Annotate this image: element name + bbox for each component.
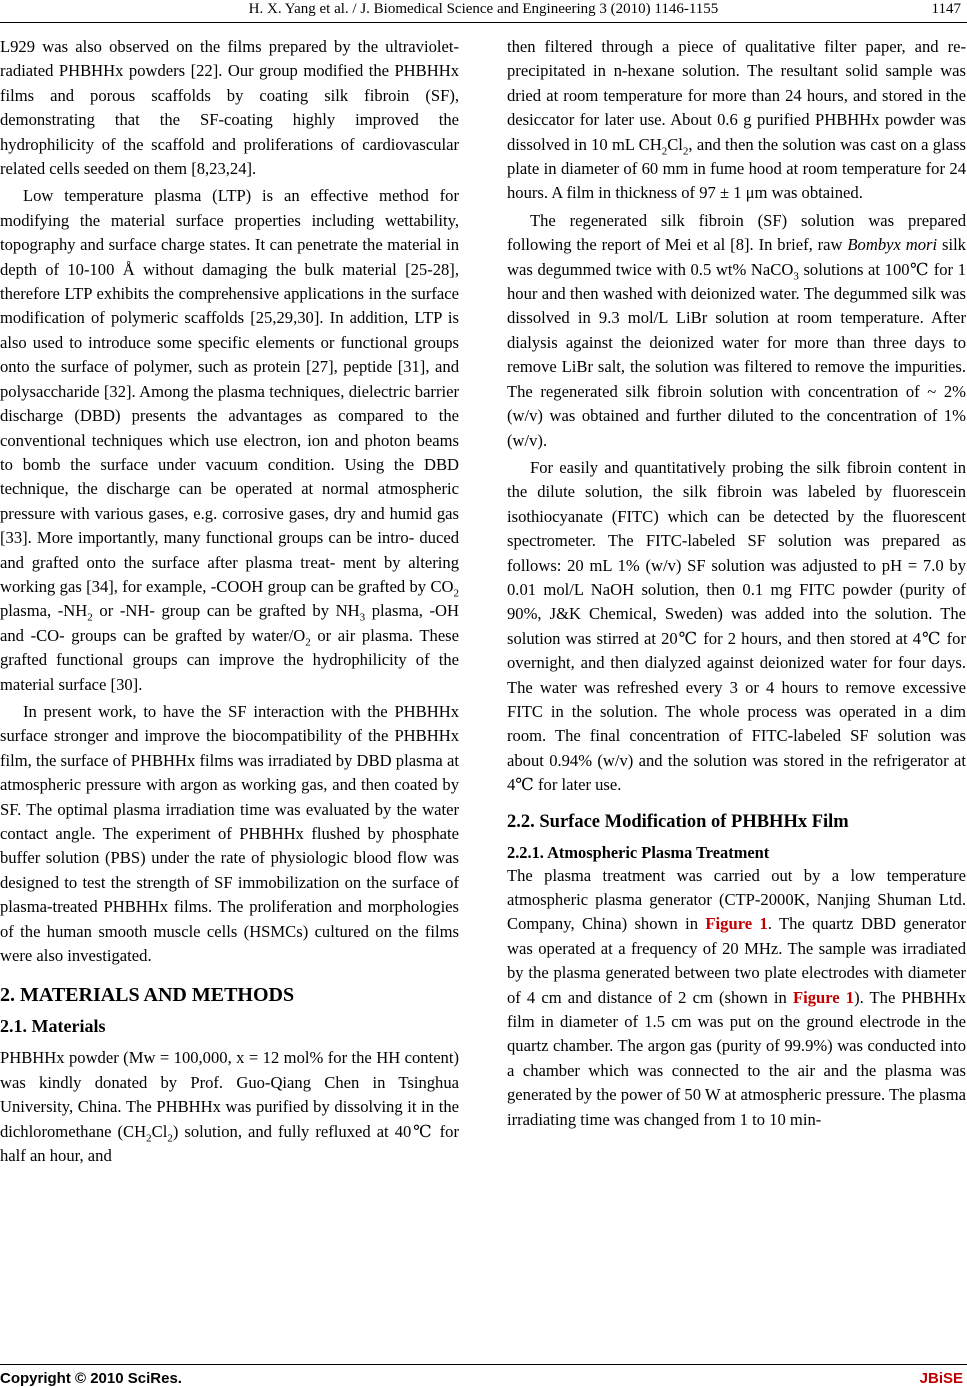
paragraph: In present work, to have the SF interaction with the PHBHHx surface stronger and improve the biocompatibility of the PHBHHx film, the surface of PHBHHx films was irradiated by DBD plasma at atmospheric pressure with argon as working gas, and then coated by SF. The optimal plasma irradiation time was evaluated by the water contact angle. The experiment of PHBHHx flushed by phosphate buffer solution (PBS) under the rate of physiologic blood flow was designed to test the strength of SF immobilization on the surface of plasma-treated PHBHHx films. The proliferation and morphologies of the human smooth muscle cells (HSMCs) cultured on the films were also investigated. (0, 701, 459, 966)
right-column (507, 35, 966, 1132)
subsubsection-heading-plasma-treatment: 2.2.1. Atmospheric Plasma Treatment (507, 842, 770, 862)
left-column (0, 35, 459, 1168)
subsection-heading-surface-modification: 2.2. Surface Modification of PHBHHx Film (507, 811, 849, 832)
figure-1-link[interactable]: Figure 1 (705, 914, 768, 934)
header-rule (0, 22, 967, 23)
page-number: 1147 (931, 1, 961, 17)
paragraph: L929 was also observed on the films prepared by the ultraviolet-radiated PHBHHx powders [22]. Our group modified the PHBHHx films and porous scaffolds by coating silk fibroin (SF), demonstrating that the SF-coating highly improved the hydrophilicity of the scaffold and proliferations of cardiovascular related cells seeded on them [8,23,24]. (0, 37, 459, 179)
figure-1-link[interactable]: Figure 1 (792, 987, 855, 1007)
paragraph: For easily and quantitatively probing the silk fibroin content in the dilute solution, the silk fibroin was labeled by fluorescein isothiocyanate (FITC) which can be detected by the fluorescent spectrometer. The FITC-labeled SF solution was prepared as follows: 20 mL 1% (w/v) SF solution was adjusted to pH = 7.0 by 0.01 mol/L NaOH solution, then 0.1 mg FITC powder (purity of 90%, J&K Chemical, Sweden) was added into the solution. The solution was stirred at 20℃ for 2 hours, and then stored at 4℃ for overnight, and then dialyzed against deionized water for four days. The water was refreshed every 3 or 4 hours to remove excessive FITC in the solution. The whole process was operated in a dim room. The final concentration of FITC-labeled SF solution was about 0.94% (w/v) and the solution was stored in the refrigerator at 4℃ for later use. (507, 457, 966, 795)
page-header (0, 0, 967, 22)
paragraph: PHBHHx powder (Mw = 100,000, x = 12 mol% for the HH content) was kindly donated by Prof. Guo-Qiang Chen in Tsinghua University, China. The PHBHHx was purified by dissolving it in the dichloromethane $(CH_2Cl_2)$ solution, and fully refluxed at 40℃ for half an hour, and (0, 1048, 459, 1166)
footer-rule (0, 1364, 967, 1365)
paragraph: Low temperature plasma (LTP) is an effective method for modifying the material surface properties including wettability, topography and surface charge states. It can penetrate the material in depth of 10-100 Å without damaging the bulk material [25-28], therefore LTP exhibits the comprehensive applications in the surface modification of polymeric scaffolds [25,29,30]. In addition, LTP is also used to introduce some specific elements or functional groups onto the surface of polymer, such as protein [27], peptide [31], and polysaccharide [32]. Among the plasma techniques, dielectric barrier discharge (DBD) presents the advantages as compared to the conventional techniques which use electron, ion and photon beams to bomb the surface under vacuum condition. Using the DBD technique, the discharge can be operated at normal atmospheric pressure with various gases, e.g. corrosive gases, dry and humid gas [33]. More importantly, many functional groups can be intro- duced and grafted onto the surface after plasma treat- ment by altering working gas [34], for example, -COOH group can be grafted by $CO_2$ plasma, $-NH_2$ or -NH- group can be grafted by $NH_3$ plasma, -OH and -CO- groups can be grafted by water/$O_2$ or air plasma. These grafted functional groups can improve the hydrophilicity of the material surface [30]. (0, 186, 460, 694)
copyright-notice: Copyright © 2010 SciRes. (0, 1370, 182, 1387)
paragraph: The plasma treatment was carried out by a low temperature atmospheric plasma generator (CTP-2000K, Nanjing Shuman Ltd. Company, China) shown in Figure 1. The quartz DBD generator was operated at a frequency of 20 MHz. The sample was irradiated by the plasma generated between two plate electrodes with diameter of 4 cm and distance of 2 cm (shown in Figure 1). The PHBHHx film in diameter of 1.5 cm was put on the ground electrode in the quartz chamber. The argon gas (purity of 99.9%) was conducted into a chamber which was connected to the air and the plasma was generated by the power of 50 W at atmospheric pressure. The plasma irradiating time was changed from 1 to 10 min- (507, 865, 966, 1129)
running-head: H. X. Yang et al. / J. Biomedical Science and Engineering 3 (2010) 1146-1155 (248, 1, 719, 17)
journal-abbreviation: JBiSE (919, 1370, 963, 1387)
species-name: Bombyx mori (847, 235, 938, 255)
section-heading-methods: 2. MATERIALS AND METHODS (0, 984, 295, 1007)
subsection-heading-materials: 2.1. Materials (0, 1016, 106, 1037)
paragraph: The regenerated silk fibroin (SF) solution was prepared following the report of Mei et al [8]. In brief, raw Bombyx mori silk was degummed twice with 0.5 wt% NaCO$_3$ solutions at 100℃ for 1 hour and then washed with deionized water. The degummed silk was dissolved in 9.3 mol/L LiBr solution at room temperature. After dialysis against the deionized water for more than three days to remove LiBr salt, the solution was filtered to remove the impurities. The regenerated silk fibroin solution with concentration of ~ 2% (w/v) was obtained and further diluted to the concentration of 1% (w/v). (507, 210, 966, 450)
page-footer (0, 1356, 967, 1386)
paragraph: then filtered through a piece of qualitative filter paper, and re-precipitated in n-hexane solution. The resultant solid sample was dried at room temperature for more than 24 hours, and stored in the desiccator for later use. About 0.6 g purified PHBHHx powder was dissolved in 10 mL $CH_2Cl_2$, and then the solution was cast on a glass plate in diameter of 60 mm in fume hood at room temperature for 24 hours. A film in thickness of 97 ± 1 μm was obtained. (507, 37, 966, 203)
